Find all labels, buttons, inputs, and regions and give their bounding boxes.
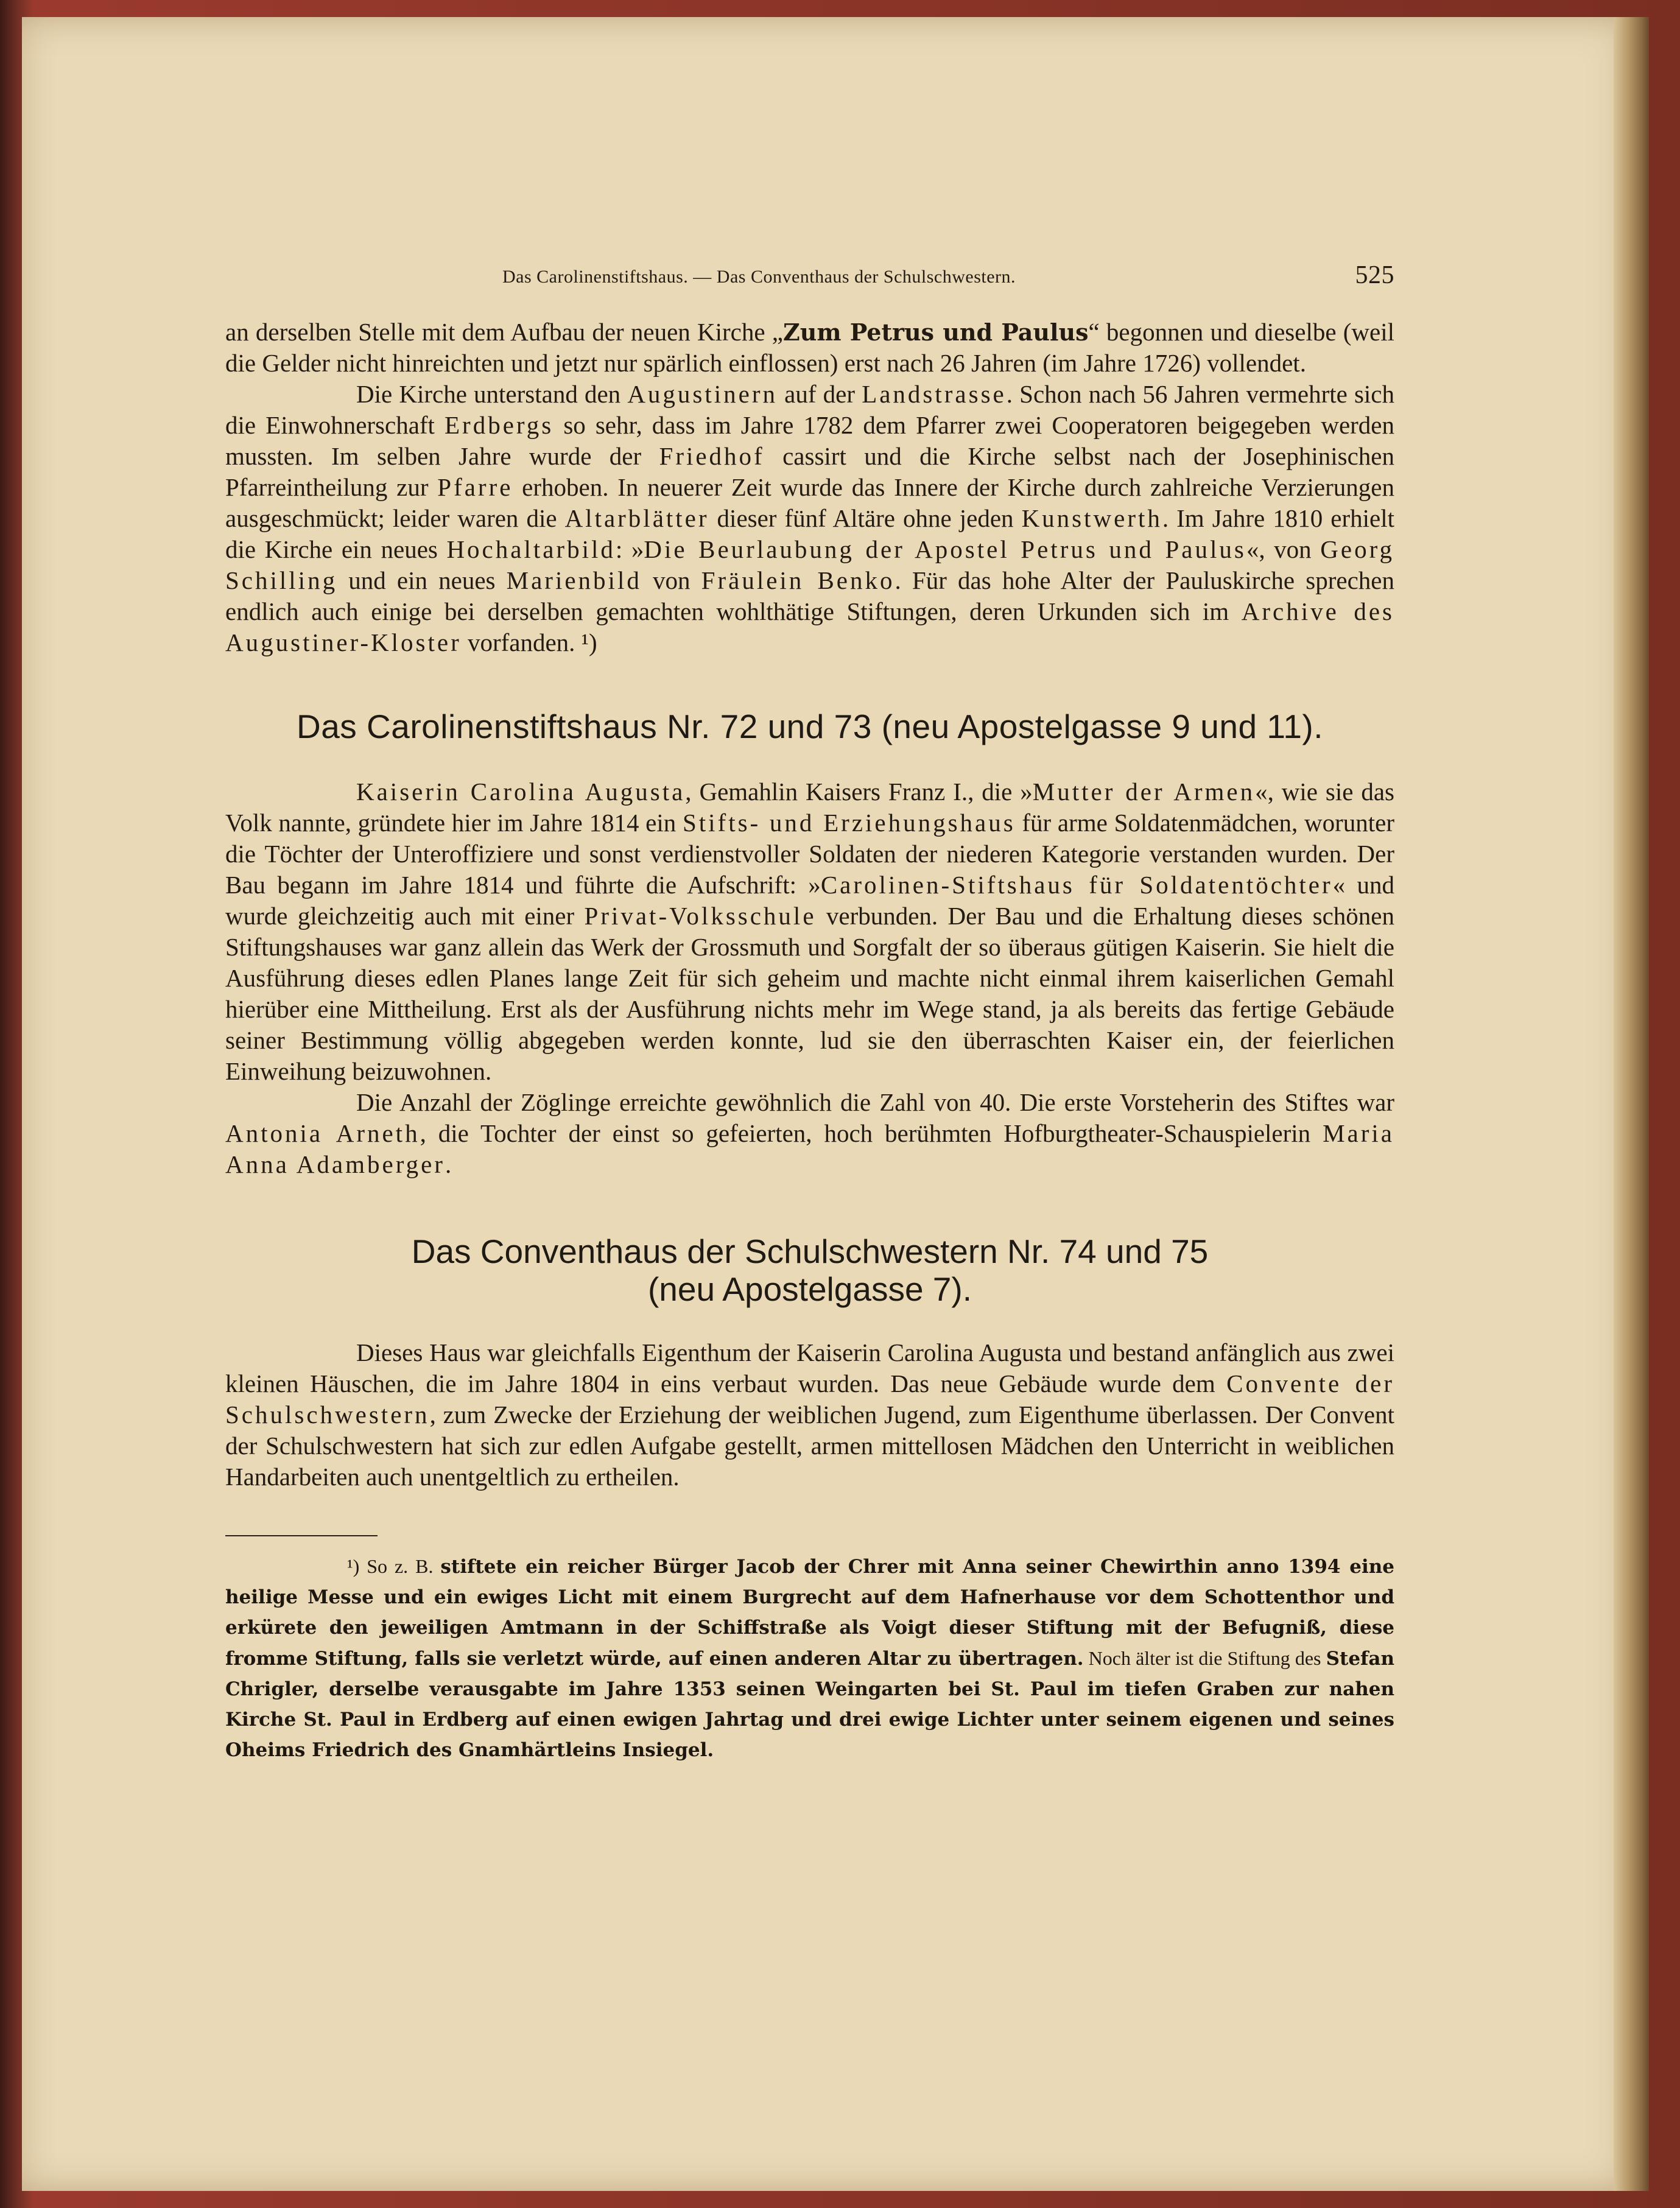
footnote: ¹) So z. B. stiftete ein reicher Bürger Jacob der Chrer mit Anna seiner Chewirthin anno 1394 eine heilige Messe und ein ewiges Licht mit einem Burgrecht auf dem Hafnerhause vor dem Schottenthor und erkürete den jeweiligen Amtmann in der Schiffstraße als Voigt dieser Stiftung mit der Befugniß, diese fromme Stiftung, falls sie verletzt würde, auf einen anderen Altar zu übertragen. Noch älter ist die Stiftung des Stefan Chrigler, derselbe verausgabte im Jahre 1353 seinen Weingarten bei St. Paul im tiefen Graben zur nahen Kirche St. Paul in Erdberg auf einen ewigen Jahrtag und drei ewige Lichter unter seinem eigenen und seines Oheims Friedrich des Gnamhärtleins Insiegel. <box>225 1555 1395 1761</box>
footnote-rule <box>225 1535 378 1536</box>
page-content <box>225 256 1394 1765</box>
heading-carolinenstiftshaus: Das Carolinenstiftshaus Nr. 72 und 73 (neu Apostelgasse 9 und 11). <box>296 708 1324 745</box>
page-number: 525 <box>1355 261 1394 289</box>
paragraph-carolinenstift-zoeglinge: Die Anzahl der Zöglinge erreichte gewöhnlich die Zahl von 40. Die erste Vorsteherin des Stiftes war Antonia Arneth, die Tochter der einst so gefeierten, hoch berühmten Hofburgtheater-Schauspielerin Maria Anna Adamberger. <box>225 1088 1394 1178</box>
fraktur-church-name: Zum Petrus und Paulus <box>782 318 1089 346</box>
heading-conventhaus-address: (neu Apostelgasse 7). <box>647 1270 972 1308</box>
heading-conventhaus: Das Conventhaus der Schulschwestern Nr. 74 und 75 <box>411 1232 1209 1270</box>
paragraph-carolinenstift-gruendung: Kaiserin Carolina Augusta, Gemahlin Kaisers Franz I., die »Mutter der Armen«, wie sie das Volk nannte, gründete hier im Jahre 1814 ein Stifts- und Erziehungshaus für arme Soldatenmädchen, worunter die Töchter der Unteroffiziere und sonst verdienstvoller Soldaten der niederen Kategorie verstanden wurden. Der Bau begann im Jahre 1814 und führte die Aufschrift: »Carolinen-Stiftshaus für Soldatentöchter« und wurde gleichzeitig auch mit einer Privat-Volksschule verbunden. Der Bau und die Erhaltung dieses schönen Stiftungshauses war ganz allein das Werk der Grossmuth und Sorgfalt der so überaus gütigen Kaiserin. Sie hielt die Ausführung dieses edlen Planes lange Zeit für sich geheim und machte nicht einmal ihrem kaiserlichen Gemahl hierüber eine Mittheilung. Erst als der Ausführung nichts mehr im Wege stand, ja als bereits das fertige Gebäude seiner Bestimmung völlig abgegeben werden konnte, lud sie den überraschten Kaiser ein, der feierlichen Einweihung beizuwohnen. <box>225 778 1395 1085</box>
running-head <box>225 256 1394 292</box>
paragraph-kirche-geschichte: Die Kirche unterstand den Augustinern auf der Landstrasse. Schon nach 56 Jahren vermehrte sich die Einwohnerschaft Erdbergs so sehr, dass im Jahre 1782 dem Pfarrer zwei Cooperatoren beigegeben werden mussten. Im selben Jahre wurde der Friedhof cassirt und die Kirche selbst nach der Josephinischen Pfarreintheilung zur Pfarre erhoben. In neuerer Zeit wurde das Innere der Kirche durch zahlreiche Verzierungen ausgeschmückt; leider waren die Altarblätter dieser fünf Altäre ohne jeden Kunstwerth. Im Jahre 1810 erhielt die Kirche ein neues Hochaltarbild: »Die Beurlaubung der Apostel Petrus und Paulus«, von Georg Schilling und ein neues Marienbild von Fräulein Benko. Für das hohe Alter der Pauluskirche sprechen endlich auch einige bei derselben gemachten wohlthätige Stiftungen, deren Urkunden sich im Archive des Augustiner-Kloster vorfanden. ¹) <box>225 380 1395 656</box>
paragraph-conventhaus: Dieses Haus war gleichfalls Eigenthum der Kaiserin Carolina Augusta und bestand anfänglich aus zwei kleinen Häuschen, die im Jahre 1804 in eins verbaut wurden. Das neue Gebäude wurde dem Convente der Schulschwestern, zum Zwecke der Erziehung der weiblichen Jugend, zum Eigenthume überlassen. Der Convent der Schulschwestern hat sich zur edlen Aufgabe gestellt, armen mittellosen Mädchen den Unterricht in weiblichen Handarbeiten auch unentgeltlich zu ertheilen. <box>225 1338 1394 1491</box>
paragraph-kirche-bau: an derselben Stelle mit dem Aufbau der neuen Kirche „Zum Petrus und Paulus“ begonnen und dieselbe (weil die Gelder nicht hinreichten und jetzt nur spärlich einflossen) erst nach 26 Jahren (im Jahre 1726) vollendet. <box>225 318 1394 377</box>
running-title: Das Carolinenstiftshaus. — Das Conventhaus der Schulschwestern. <box>502 267 1016 287</box>
page-edge <box>1614 17 1649 2191</box>
